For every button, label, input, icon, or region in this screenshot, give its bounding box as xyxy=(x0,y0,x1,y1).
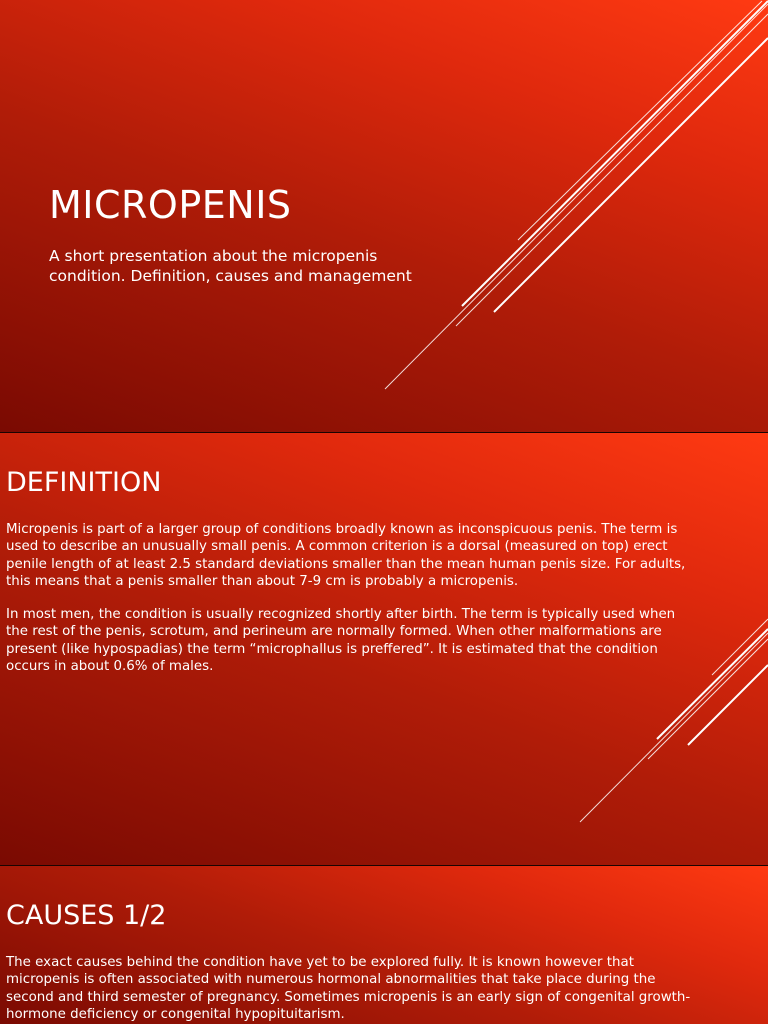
slide-causes xyxy=(0,866,768,1024)
presentation-subtitle: A short presentation about the micropenis condition. Definition, causes and management xyxy=(49,247,412,285)
paragraph: The exact causes behind the condition have yet to be explored fully. It is known however that micropenis is often associated with numerous hormonal abnormalities that take place during the second and third semester of pregnancy. Sometimes micropenis is an early sign of congenital growth-hormone deficiency or congenital hypopituitarism. xyxy=(6,955,691,1022)
slide-heading: CAUSES 1/2 xyxy=(6,900,167,931)
paragraph: Micropenis is part of a larger group of conditions broadly known as inconspicuous penis. The term is used to describe an unusually small penis. A common criterion is a dorsal (measured on top) erect penile length of at least 2.5 standard deviations smaller than the mean human penis size. For adults, this means that a penis smaller than about 7-9 cm is probably a micropenis. xyxy=(6,522,686,589)
slide-heading: DEFINITION xyxy=(6,467,162,498)
slide-body xyxy=(6,954,696,1024)
slide-title xyxy=(0,0,768,432)
presentation-title: MICROPENIS xyxy=(49,183,292,227)
slide-body xyxy=(6,521,696,691)
paragraph: In most men, the condition is usually recognized shortly after birth. The term is typically used when the rest of the penis, scrotum, and perineum are normally formed. When other malformations are present (like hypospadias) the term “microphallus is preffered”. It is estimated that the condition occurs in about 0.6% of males. xyxy=(6,607,676,675)
slide-definition xyxy=(0,433,768,865)
